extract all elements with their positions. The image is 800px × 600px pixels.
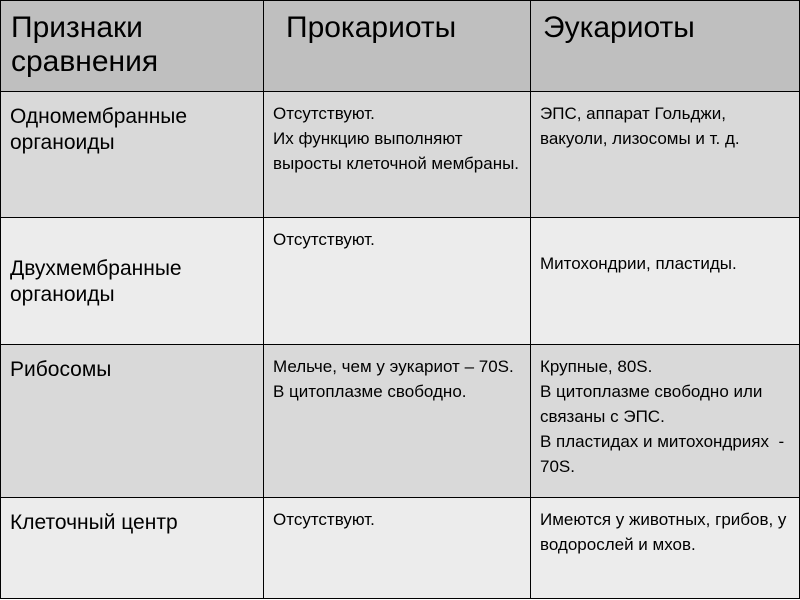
row-label: Клеточный центр xyxy=(10,510,178,534)
eukaryotes-text: Митохондрии, пластиды. xyxy=(540,254,737,274)
row-label-cell xyxy=(1,497,264,598)
header-eukaryotes: Эукариоты xyxy=(543,11,695,44)
prokaryotes-text: Их функцию выполняют выросты клеточной мембраны. xyxy=(273,128,520,173)
eukaryotes-text: В цитоплазме свободно или связаны с ЭПС. xyxy=(540,382,763,427)
prokaryotes-text: Отсутствуют. xyxy=(273,230,375,250)
prokaryotes-text: Отсутствуют. xyxy=(273,509,375,529)
header-cell-prokaryotes xyxy=(264,1,531,92)
prokaryotes-text: Мельче, чем у эукариот – 70S. В цитоплазме свободно. xyxy=(273,357,514,402)
row-label: Одномембранные органоиды xyxy=(10,104,188,154)
prokaryotes-cell xyxy=(264,218,531,345)
table-row xyxy=(1,345,800,497)
prokaryotes-cell xyxy=(264,91,531,217)
header-prokaryotes: Прокариоты xyxy=(286,11,457,44)
row-label: Двухмембранные органоиды xyxy=(10,257,182,307)
eukaryotes-text: Крупные, 80S. xyxy=(540,357,653,377)
header-cell-criteria xyxy=(1,1,264,92)
header-row xyxy=(1,1,800,92)
row-label-cell xyxy=(1,218,264,345)
table-row xyxy=(1,497,800,598)
eukaryotes-cell xyxy=(531,497,800,598)
row-label-cell xyxy=(1,91,264,217)
eukaryotes-cell xyxy=(531,91,800,217)
eukaryotes-text: В пластидах и митохондриях - 70S. xyxy=(540,432,789,477)
eukaryotes-text: Имеются у животных, грибов, у водорослей и мхов. xyxy=(540,509,787,554)
table-row xyxy=(1,91,800,217)
prokaryotes-cell xyxy=(264,497,531,598)
prokaryotes-cell xyxy=(264,345,531,497)
header-criteria: Признаки сравнения xyxy=(11,11,159,78)
prokaryotes-text: Отсутствуют. xyxy=(273,103,375,123)
row-label-cell xyxy=(1,345,264,497)
eukaryotes-cell xyxy=(531,218,800,345)
row-label: Рибосомы xyxy=(10,358,112,382)
eukaryotes-text: ЭПС, аппарат Гольджи, вакуоли, лизосомы и т. д. xyxy=(540,103,740,148)
eukaryotes-cell xyxy=(531,345,800,497)
table-row xyxy=(1,218,800,345)
header-cell-eukaryotes xyxy=(531,1,800,92)
